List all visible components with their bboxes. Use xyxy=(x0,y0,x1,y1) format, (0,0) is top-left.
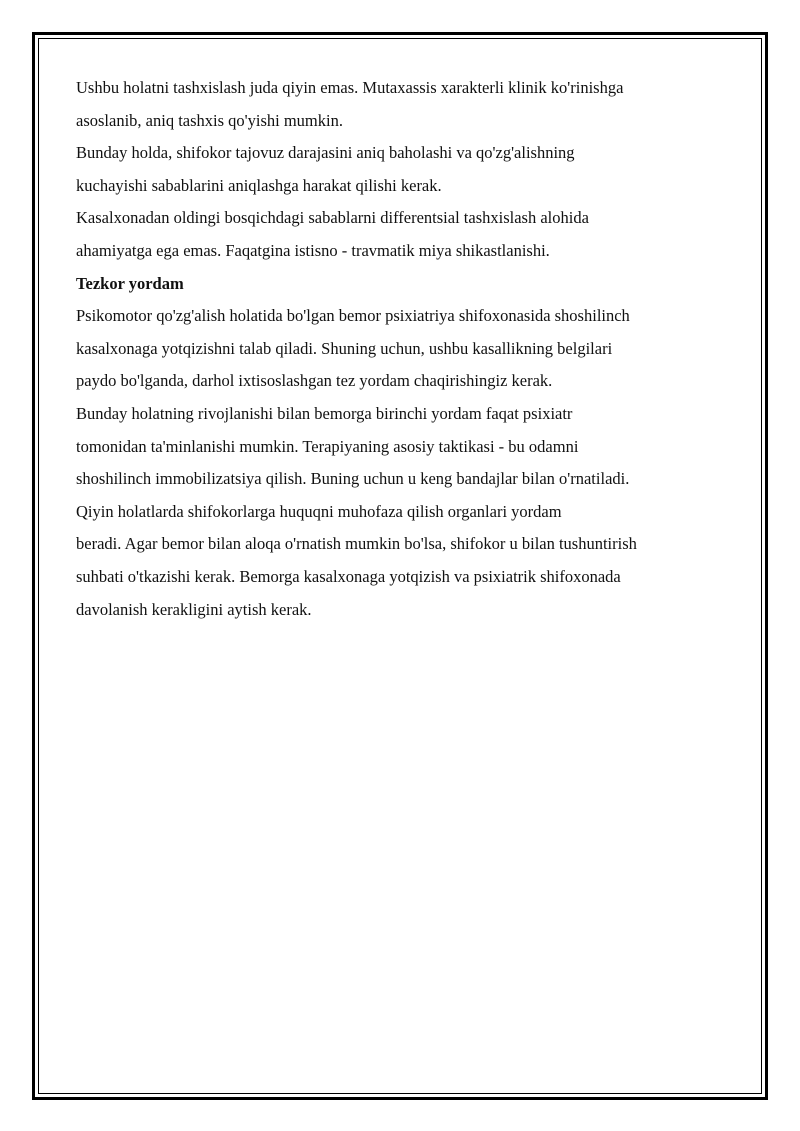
paragraph-2 xyxy=(76,137,726,202)
paragraph-4 xyxy=(76,300,726,398)
paragraph-line: suhbati o'tkazishi kerak. Bemorga kasalxonaga yotqizish va psixiatrik shifoxonada xyxy=(76,566,621,586)
paragraph-line: Ushbu holatni tashxislash juda qiyin emas. Mutaxassis xarakterli klinik ko'rinishga xyxy=(76,78,624,97)
paragraph-line: asoslanib, aniq tashxis qo'yishi mumkin. xyxy=(76,110,343,130)
paragraph-line: beradi. Agar bemor bilan aloqa o'rnatish mumkin bo'lsa, shifokor u bilan tushuntirish xyxy=(76,534,637,554)
paragraph-line: kasalxonaga yotqizishni talab qiladi. Shuning uchun, ushbu kasallikning belgilari xyxy=(76,338,613,358)
paragraph-line: Bunday holda, shifokor tajovuz darajasini aniq baholashi va qo'zg'alishning xyxy=(76,143,575,163)
document-body xyxy=(76,72,726,626)
paragraph-line: ahamiyatga ega emas. Faqatgina istisno - travmatik miya shikastlanishi. xyxy=(76,240,550,260)
paragraph-line: Kasalxonadan oldingi bosqichdagi sabablarni differentsial tashxislash alohida xyxy=(76,208,589,228)
paragraph-line: paydo bo'lganda, darhol ixtisoslashgan tez yordam chaqirishingiz kerak. xyxy=(76,371,553,391)
paragraph-5 xyxy=(76,398,726,626)
paragraph-line: kuchayishi sabablarini aniqlashga harakat qilishi kerak. xyxy=(76,175,442,195)
paragraph-line: Qiyin holatlarda shifokorlarga huquqni muhofaza qilish organlari yordam xyxy=(76,501,562,521)
section-heading xyxy=(76,268,726,301)
paragraph-1 xyxy=(76,72,726,137)
paragraph-line: Bunday holatning rivojlanishi bilan bemorga birinchi yordam faqat psixiatr xyxy=(76,403,573,423)
paragraph-line: davolanish kerakligini aytish kerak. xyxy=(76,599,312,619)
paragraph-line: Psikomotor qo'zg'alish holatida bo'lgan bemor psixiatriya shifoxonasida shoshilinch xyxy=(76,306,630,326)
paragraph-3 xyxy=(76,202,726,267)
heading-text: Tezkor yordam xyxy=(76,273,184,293)
paragraph-line: tomonidan ta'minlanishi mumkin. Terapiyaning asosiy taktikasi - bu odamni xyxy=(76,436,579,456)
paragraph-line: shoshilinch immobilizatsiya qilish. Buning uchun u keng bandajlar bilan o'rnatiladi. xyxy=(76,469,630,489)
